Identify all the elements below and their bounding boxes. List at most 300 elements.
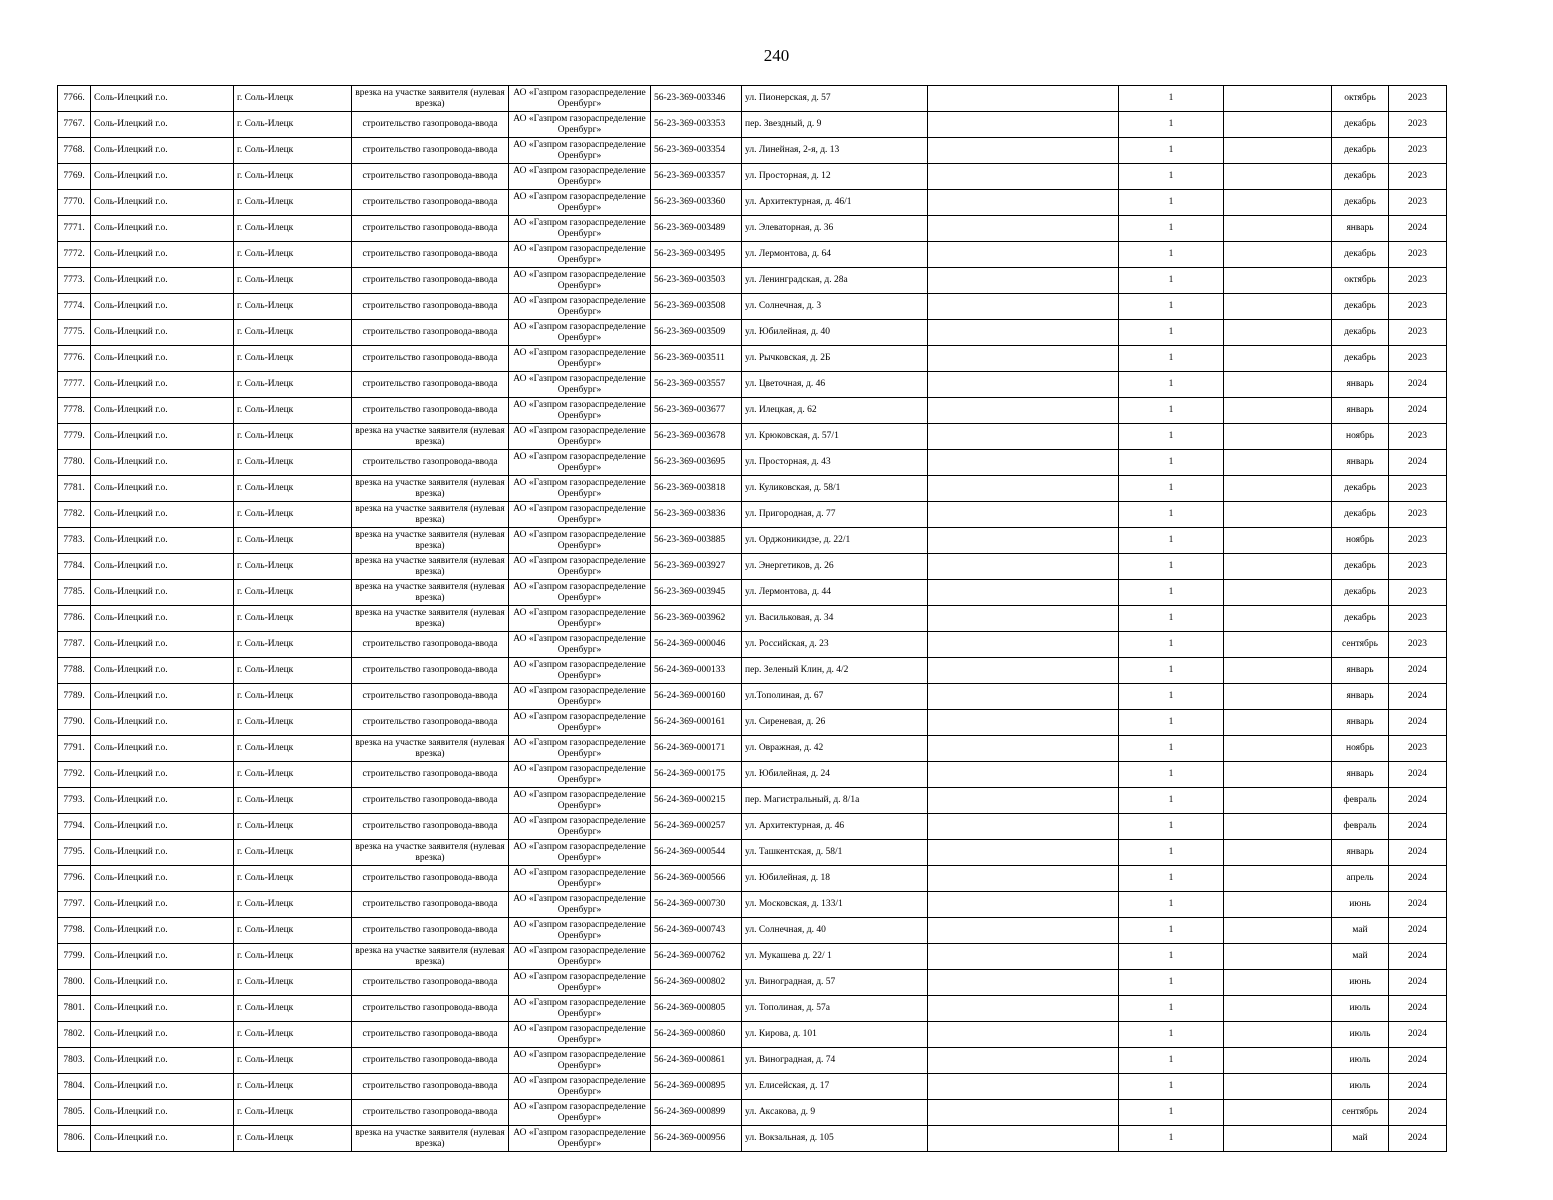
cell-address: ул. Элеваторная, д. 36 [742,216,928,242]
cell-application-number: 56-24-369-000730 [651,892,742,918]
cell-settlement: г. Соль-Илецк [234,242,352,268]
cell-month: январь [1332,684,1389,710]
cell-municipality: Соль-Илецкий г.о. [91,996,234,1022]
cell-quantity: 1 [1119,580,1224,606]
table-row [58,1126,1447,1152]
cell-work-type: врезка на участке заявителя (нулевая врезка) [352,424,509,450]
cell-work-type: строительство газопровода-ввода [352,1022,509,1048]
cell-month: ноябрь [1332,528,1389,554]
cell-year: 2023 [1389,424,1447,450]
cell-extra-info-2 [1224,918,1332,944]
cell-year: 2023 [1389,320,1447,346]
cell-extra-info-2 [1224,164,1332,190]
cell-municipality: Соль-Илецкий г.о. [91,112,234,138]
cell-municipality: Соль-Илецкий г.о. [91,1074,234,1100]
cell-organization: АО «Газпром газораспределение Оренбург» [509,996,651,1022]
cell-organization: АО «Газпром газораспределение Оренбург» [509,892,651,918]
cell-extra-info [928,762,1119,788]
cell-year: 2023 [1389,632,1447,658]
cell-extra-info-2 [1224,658,1332,684]
cell-settlement: г. Соль-Илецк [234,1126,352,1152]
cell-year: 2024 [1389,216,1447,242]
cell-year: 2023 [1389,294,1447,320]
cell-row-number: 7781. [58,476,91,502]
cell-work-type: строительство газопровода-ввода [352,346,509,372]
cell-year: 2024 [1389,996,1447,1022]
cell-month: июнь [1332,970,1389,996]
cell-extra-info-2 [1224,970,1332,996]
table-row [58,944,1447,970]
cell-row-number: 7766. [58,86,91,112]
cell-settlement: г. Соль-Илецк [234,788,352,814]
cell-row-number: 7785. [58,580,91,606]
cell-year: 2024 [1389,788,1447,814]
cell-organization: АО «Газпром газораспределение Оренбург» [509,346,651,372]
cell-municipality: Соль-Илецкий г.о. [91,346,234,372]
cell-row-number: 7800. [58,970,91,996]
cell-extra-info [928,1048,1119,1074]
cell-quantity: 1 [1119,1100,1224,1126]
cell-extra-info [928,684,1119,710]
cell-row-number: 7780. [58,450,91,476]
cell-extra-info-2 [1224,476,1332,502]
cell-quantity: 1 [1119,762,1224,788]
cell-municipality: Соль-Илецкий г.о. [91,944,234,970]
cell-address: ул. Ленинградская, д. 28а [742,268,928,294]
cell-year: 2023 [1389,346,1447,372]
cell-quantity: 1 [1119,424,1224,450]
table-row [58,658,1447,684]
cell-year: 2024 [1389,450,1447,476]
cell-extra-info [928,190,1119,216]
cell-year: 2024 [1389,762,1447,788]
cell-quantity: 1 [1119,398,1224,424]
cell-settlement: г. Соль-Илецк [234,1048,352,1074]
cell-row-number: 7801. [58,996,91,1022]
cell-row-number: 7772. [58,242,91,268]
cell-row-number: 7770. [58,190,91,216]
cell-year: 2023 [1389,502,1447,528]
cell-row-number: 7796. [58,866,91,892]
cell-application-number: 56-24-369-000802 [651,970,742,996]
cell-settlement: г. Соль-Илецк [234,892,352,918]
table-row [58,606,1447,632]
cell-settlement: г. Соль-Илецк [234,268,352,294]
cell-municipality: Соль-Илецкий г.о. [91,866,234,892]
cell-municipality: Соль-Илецкий г.о. [91,710,234,736]
cell-application-number: 56-23-369-003885 [651,528,742,554]
cell-year: 2023 [1389,476,1447,502]
cell-settlement: г. Соль-Илецк [234,996,352,1022]
cell-month: май [1332,1126,1389,1152]
cell-month: ноябрь [1332,424,1389,450]
cell-settlement: г. Соль-Илецк [234,944,352,970]
cell-month: декабрь [1332,190,1389,216]
cell-quantity: 1 [1119,1022,1224,1048]
table-row [58,554,1447,580]
cell-work-type: врезка на участке заявителя (нулевая врезка) [352,502,509,528]
cell-settlement: г. Соль-Илецк [234,398,352,424]
cell-municipality: Соль-Илецкий г.о. [91,684,234,710]
cell-row-number: 7784. [58,554,91,580]
cell-application-number: 56-23-369-003354 [651,138,742,164]
cell-row-number: 7798. [58,918,91,944]
cell-extra-info [928,450,1119,476]
cell-month: декабрь [1332,320,1389,346]
cell-work-type: строительство газопровода-ввода [352,632,509,658]
table-row [58,476,1447,502]
cell-municipality: Соль-Илецкий г.о. [91,476,234,502]
table-row [58,970,1447,996]
cell-row-number: 7803. [58,1048,91,1074]
cell-year: 2024 [1389,658,1447,684]
cell-month: декабрь [1332,294,1389,320]
cell-work-type: строительство газопровода-ввода [352,1100,509,1126]
cell-application-number: 56-24-369-000743 [651,918,742,944]
cell-quantity: 1 [1119,944,1224,970]
cell-work-type: строительство газопровода-ввода [352,216,509,242]
cell-extra-info-2 [1224,86,1332,112]
cell-settlement: г. Соль-Илецк [234,320,352,346]
cell-organization: АО «Газпром газораспределение Оренбург» [509,190,651,216]
cell-organization: АО «Газпром газораспределение Оренбург» [509,1022,651,1048]
cell-address: ул. Пионерская, д. 57 [742,86,928,112]
cell-address: ул. Пригородная, д. 77 [742,502,928,528]
cell-address: ул. Тополиная, д. 57а [742,996,928,1022]
cell-municipality: Соль-Илецкий г.о. [91,164,234,190]
cell-application-number: 56-23-369-003508 [651,294,742,320]
cell-application-number: 56-24-369-000161 [651,710,742,736]
cell-settlement: г. Соль-Илецк [234,190,352,216]
cell-extra-info-2 [1224,580,1332,606]
cell-extra-info [928,736,1119,762]
cell-work-type: врезка на участке заявителя (нулевая врезка) [352,606,509,632]
cell-work-type: строительство газопровода-ввода [352,372,509,398]
cell-municipality: Соль-Илецкий г.о. [91,580,234,606]
cell-extra-info [928,372,1119,398]
table-row [58,1022,1447,1048]
cell-municipality: Соль-Илецкий г.о. [91,424,234,450]
cell-extra-info-2 [1224,632,1332,658]
table-row [58,710,1447,736]
table-row [58,1074,1447,1100]
cell-settlement: г. Соль-Илецк [234,112,352,138]
cell-address: ул. Юбилейная, д. 18 [742,866,928,892]
cell-application-number: 56-23-369-003511 [651,346,742,372]
cell-organization: АО «Газпром газораспределение Оренбург» [509,684,651,710]
cell-extra-info-2 [1224,528,1332,554]
cell-organization: АО «Газпром газораспределение Оренбург» [509,1048,651,1074]
cell-extra-info-2 [1224,372,1332,398]
cell-year: 2024 [1389,684,1447,710]
cell-application-number: 56-24-369-000175 [651,762,742,788]
cell-extra-info-2 [1224,424,1332,450]
cell-work-type: строительство газопровода-ввода [352,112,509,138]
cell-year: 2023 [1389,554,1447,580]
cell-extra-info-2 [1224,606,1332,632]
cell-address: ул. Илецкая, д. 62 [742,398,928,424]
cell-work-type: строительство газопровода-ввода [352,892,509,918]
cell-quantity: 1 [1119,814,1224,840]
cell-quantity: 1 [1119,476,1224,502]
cell-extra-info [928,164,1119,190]
cell-application-number: 56-23-369-003818 [651,476,742,502]
cell-address: ул. Юбилейная, д. 24 [742,762,928,788]
cell-application-number: 56-24-369-000566 [651,866,742,892]
cell-quantity: 1 [1119,788,1224,814]
cell-extra-info-2 [1224,190,1332,216]
cell-year: 2024 [1389,372,1447,398]
cell-settlement: г. Соль-Илецк [234,762,352,788]
cell-row-number: 7794. [58,814,91,840]
cell-address: пер. Зеленый Клин, д. 4/2 [742,658,928,684]
cell-settlement: г. Соль-Илецк [234,346,352,372]
cell-extra-info-2 [1224,554,1332,580]
cell-row-number: 7806. [58,1126,91,1152]
cell-application-number: 56-24-369-000899 [651,1100,742,1126]
cell-extra-info-2 [1224,710,1332,736]
cell-quantity: 1 [1119,294,1224,320]
cell-address: ул. Просторная, д. 43 [742,450,928,476]
cell-municipality: Соль-Илецкий г.о. [91,1126,234,1152]
cell-work-type: строительство газопровода-ввода [352,190,509,216]
cell-settlement: г. Соль-Илецк [234,1022,352,1048]
cell-address: ул. Рычковская, д. 2Б [742,346,928,372]
cell-extra-info-2 [1224,112,1332,138]
cell-quantity: 1 [1119,242,1224,268]
cell-month: июль [1332,1048,1389,1074]
table-row [58,346,1447,372]
cell-settlement: г. Соль-Илецк [234,86,352,112]
cell-row-number: 7782. [58,502,91,528]
cell-work-type: строительство газопровода-ввода [352,866,509,892]
cell-address: ул. Овражная, д. 42 [742,736,928,762]
cell-year: 2024 [1389,892,1447,918]
cell-extra-info-2 [1224,1048,1332,1074]
cell-row-number: 7768. [58,138,91,164]
cell-year: 2023 [1389,736,1447,762]
cell-settlement: г. Соль-Илецк [234,372,352,398]
cell-work-type: врезка на участке заявителя (нулевая врезка) [352,840,509,866]
cell-address: ул.Тополиная, д. 67 [742,684,928,710]
cell-year: 2023 [1389,580,1447,606]
cell-address: ул. Сиреневая, д. 26 [742,710,928,736]
cell-work-type: врезка на участке заявителя (нулевая врезка) [352,86,509,112]
table-row [58,918,1447,944]
cell-settlement: г. Соль-Илецк [234,450,352,476]
cell-work-type: строительство газопровода-ввода [352,450,509,476]
cell-settlement: г. Соль-Илецк [234,632,352,658]
cell-year: 2024 [1389,398,1447,424]
cell-year: 2024 [1389,1048,1447,1074]
table-row [58,242,1447,268]
table-row [58,164,1447,190]
cell-work-type: строительство газопровода-ввода [352,996,509,1022]
cell-month: январь [1332,840,1389,866]
cell-year: 2023 [1389,606,1447,632]
cell-extra-info-2 [1224,242,1332,268]
cell-quantity: 1 [1119,606,1224,632]
cell-municipality: Соль-Илецкий г.о. [91,1022,234,1048]
cell-organization: АО «Газпром газораспределение Оренбург» [509,1100,651,1126]
cell-year: 2023 [1389,86,1447,112]
cell-organization: АО «Газпром газораспределение Оренбург» [509,840,651,866]
cell-organization: АО «Газпром газораспределение Оренбург» [509,918,651,944]
cell-address: ул. Лермонтова, д. 64 [742,242,928,268]
cell-year: 2024 [1389,866,1447,892]
cell-month: май [1332,944,1389,970]
table-row [58,86,1447,112]
cell-municipality: Соль-Илецкий г.о. [91,528,234,554]
cell-organization: АО «Газпром газораспределение Оренбург» [509,554,651,580]
cell-application-number: 56-24-369-000544 [651,840,742,866]
table-row [58,632,1447,658]
cell-organization: АО «Газпром газораспределение Оренбург» [509,814,651,840]
cell-year: 2023 [1389,268,1447,294]
cell-address: ул. Куликовская, д. 58/1 [742,476,928,502]
cell-work-type: строительство газопровода-ввода [352,320,509,346]
cell-extra-info-2 [1224,866,1332,892]
cell-municipality: Соль-Илецкий г.о. [91,502,234,528]
cell-row-number: 7790. [58,710,91,736]
cell-work-type: строительство газопровода-ввода [352,242,509,268]
table-row [58,736,1447,762]
cell-row-number: 7778. [58,398,91,424]
cell-organization: АО «Газпром газораспределение Оренбург» [509,710,651,736]
cell-address: ул. Лермонтова, д. 44 [742,580,928,606]
cell-address: ул. Юбилейная, д. 40 [742,320,928,346]
cell-month: декабрь [1332,112,1389,138]
cell-work-type: строительство газопровода-ввода [352,138,509,164]
cell-application-number: 56-23-369-003353 [651,112,742,138]
cell-extra-info [928,398,1119,424]
cell-month: декабрь [1332,476,1389,502]
cell-work-type: строительство газопровода-ввода [352,164,509,190]
cell-municipality: Соль-Илецкий г.о. [91,918,234,944]
cell-extra-info [928,580,1119,606]
cell-row-number: 7792. [58,762,91,788]
cell-row-number: 7799. [58,944,91,970]
cell-extra-info-2 [1224,892,1332,918]
cell-month: декабрь [1332,606,1389,632]
table-row [58,762,1447,788]
cell-extra-info [928,866,1119,892]
cell-application-number: 56-24-369-000215 [651,788,742,814]
cell-year: 2023 [1389,190,1447,216]
cell-extra-info [928,476,1119,502]
cell-extra-info [928,216,1119,242]
table-row [58,320,1447,346]
cell-organization: АО «Газпром газораспределение Оренбург» [509,736,651,762]
table-row [58,502,1447,528]
cell-year: 2023 [1389,528,1447,554]
cell-settlement: г. Соль-Илецк [234,866,352,892]
cell-municipality: Соль-Илецкий г.о. [91,892,234,918]
table-row [58,1100,1447,1126]
table-row [58,814,1447,840]
table-row [58,866,1447,892]
table-row [58,268,1447,294]
cell-municipality: Соль-Илецкий г.о. [91,450,234,476]
cell-settlement: г. Соль-Илецк [234,216,352,242]
cell-application-number: 56-23-369-003357 [651,164,742,190]
cell-work-type: врезка на участке заявителя (нулевая врезка) [352,476,509,502]
cell-quantity: 1 [1119,736,1224,762]
cell-organization: АО «Газпром газораспределение Оренбург» [509,476,651,502]
cell-extra-info-2 [1224,814,1332,840]
cell-extra-info [928,996,1119,1022]
cell-month: июль [1332,1022,1389,1048]
cell-municipality: Соль-Илецкий г.о. [91,1048,234,1074]
cell-application-number: 56-24-369-000046 [651,632,742,658]
cell-address: ул. Вокзальная, д. 105 [742,1126,928,1152]
cell-extra-info [928,346,1119,372]
cell-settlement: г. Соль-Илецк [234,658,352,684]
cell-application-number: 56-24-369-000860 [651,1022,742,1048]
cell-year: 2024 [1389,1100,1447,1126]
cell-quantity: 1 [1119,502,1224,528]
cell-work-type: врезка на участке заявителя (нулевая врезка) [352,736,509,762]
cell-extra-info-2 [1224,944,1332,970]
cell-quantity: 1 [1119,554,1224,580]
cell-month: ноябрь [1332,736,1389,762]
cell-organization: АО «Газпром газораспределение Оренбург» [509,658,651,684]
cell-organization: АО «Газпром газораспределение Оренбург» [509,424,651,450]
table-row [58,840,1447,866]
cell-municipality: Соль-Илецкий г.о. [91,398,234,424]
cell-extra-info [928,424,1119,450]
cell-application-number: 56-23-369-003695 [651,450,742,476]
cell-address: ул. Энергетиков, д. 26 [742,554,928,580]
cell-work-type: строительство газопровода-ввода [352,1048,509,1074]
cell-month: декабрь [1332,502,1389,528]
cell-settlement: г. Соль-Илецк [234,138,352,164]
cell-work-type: строительство газопровода-ввода [352,398,509,424]
cell-municipality: Соль-Илецкий г.о. [91,606,234,632]
cell-municipality: Соль-Илецкий г.о. [91,554,234,580]
cell-year: 2023 [1389,242,1447,268]
cell-address: ул. Цветочная, д. 46 [742,372,928,398]
cell-application-number: 56-24-369-000861 [651,1048,742,1074]
cell-address: ул. Солнечная, д. 40 [742,918,928,944]
cell-row-number: 7776. [58,346,91,372]
cell-extra-info-2 [1224,398,1332,424]
cell-quantity: 1 [1119,346,1224,372]
cell-municipality: Соль-Илецкий г.о. [91,632,234,658]
cell-organization: АО «Газпром газораспределение Оренбург» [509,632,651,658]
cell-year: 2024 [1389,944,1447,970]
cell-quantity: 1 [1119,840,1224,866]
cell-work-type: врезка на участке заявителя (нулевая врезка) [352,944,509,970]
cell-organization: АО «Газпром газораспределение Оренбург» [509,294,651,320]
cell-row-number: 7788. [58,658,91,684]
cell-quantity: 1 [1119,372,1224,398]
cell-month: февраль [1332,788,1389,814]
cell-municipality: Соль-Илецкий г.о. [91,788,234,814]
cell-extra-info [928,1074,1119,1100]
cell-settlement: г. Соль-Илецк [234,554,352,580]
cell-year: 2023 [1389,112,1447,138]
cell-extra-info [928,1100,1119,1126]
cell-work-type: строительство газопровода-ввода [352,918,509,944]
cell-settlement: г. Соль-Илецк [234,164,352,190]
cell-quantity: 1 [1119,918,1224,944]
cell-address: пер. Звездный, д. 9 [742,112,928,138]
table-row [58,294,1447,320]
cell-address: ул. Елисейская, д. 17 [742,1074,928,1100]
cell-extra-info [928,528,1119,554]
cell-work-type: строительство газопровода-ввода [352,684,509,710]
